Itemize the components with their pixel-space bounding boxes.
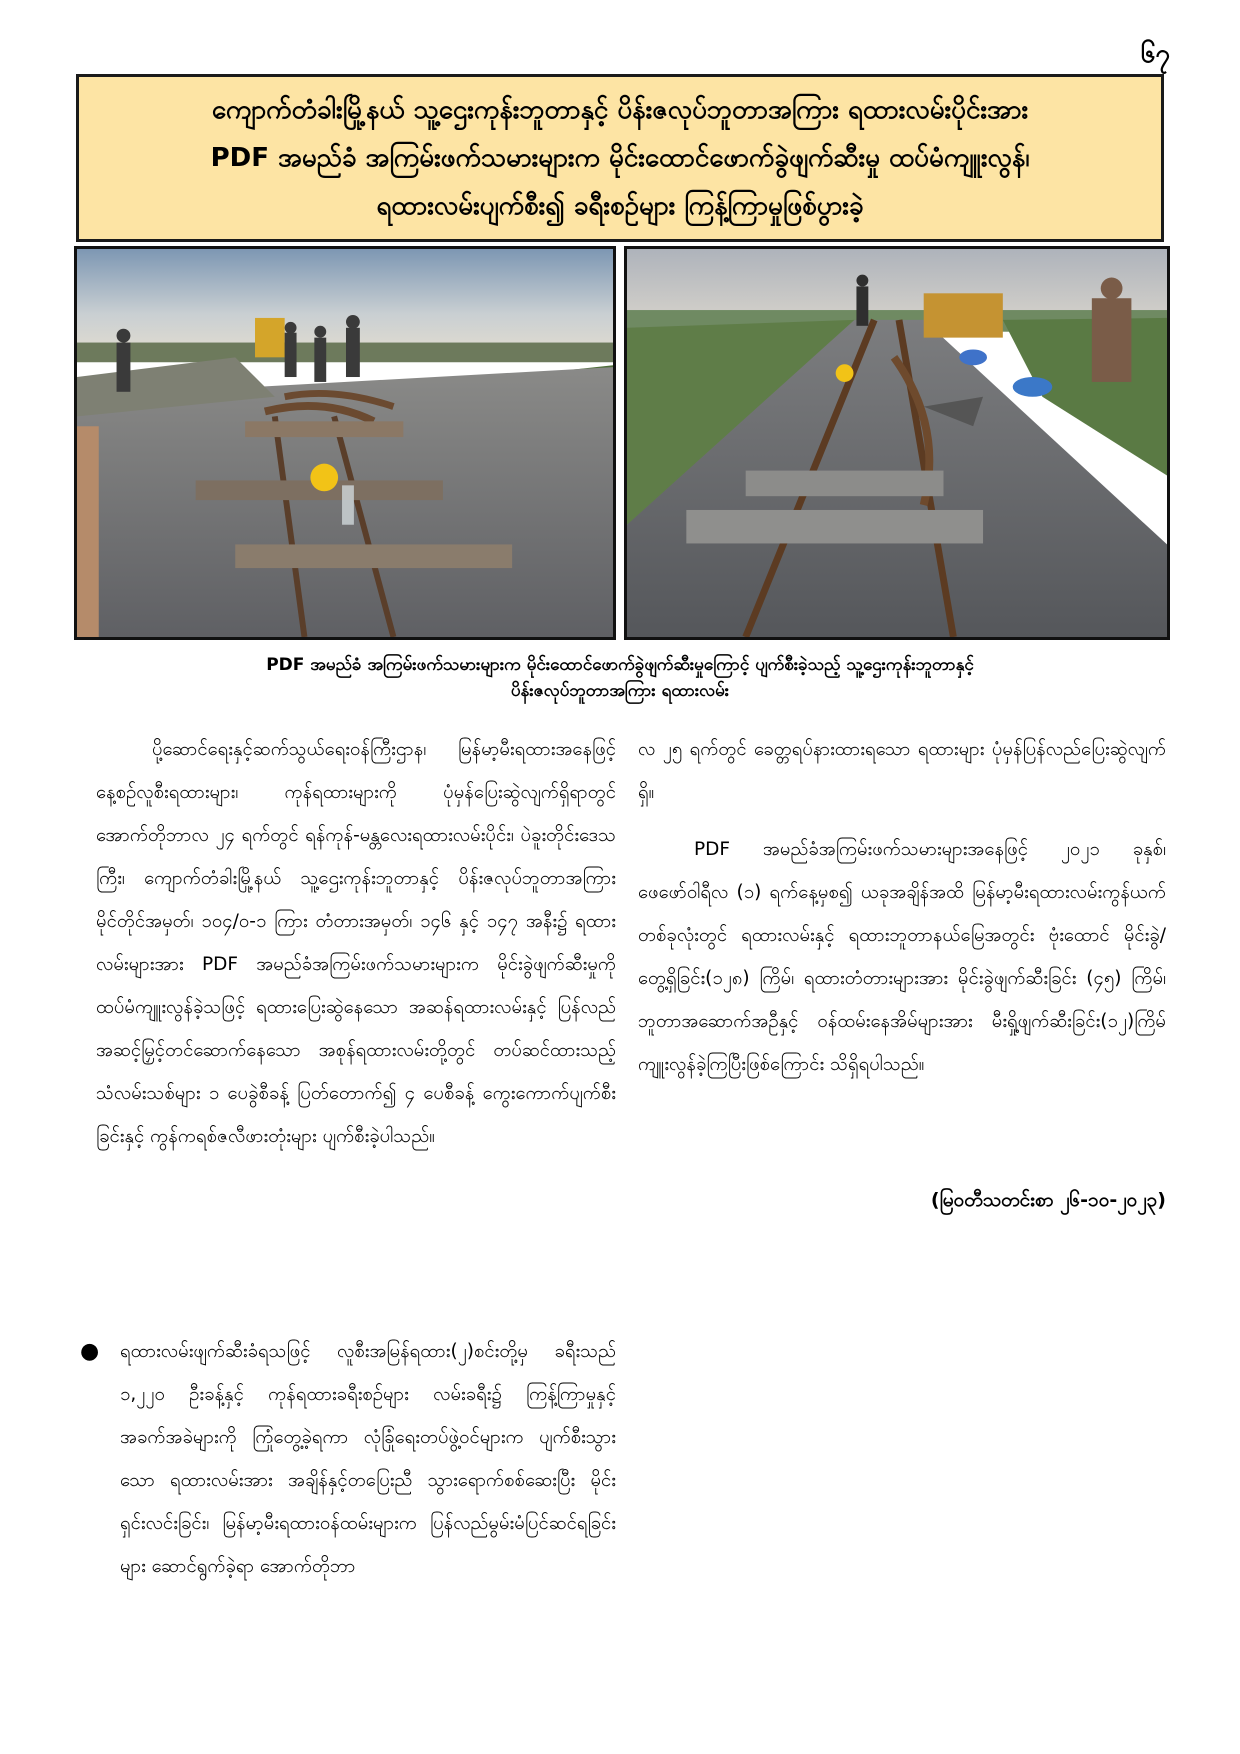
page-number: ၆၇ bbox=[1140, 39, 1170, 69]
railway-photo-left-image bbox=[77, 249, 613, 637]
headline-line-3: ရထားလမ်းပျက်စီး၍ ခရီးစဉ်များ ကြန့်ကြာမှုဖြစ်ပွားခဲ့ bbox=[376, 191, 864, 221]
news-source: (မြဝတီသတင်းစာ ၂၆-၁၀-၂၀၂၃) bbox=[930, 1189, 1166, 1211]
photo-caption bbox=[80, 652, 1160, 704]
right-column bbox=[638, 728, 1166, 1086]
caption-line-1: PDF အမည်ခံ အကြမ်းဖက်သမားများက မိုင်းထောင်ဖောက်ခွဲဖျက်ဆီးမှုကြောင့် ပျက်စီးခဲ့သည့် သူ့ဌေးကုန်းဘူတာနှင့် bbox=[266, 655, 974, 675]
left-column-paragraph: ပို့ဆောင်ရေးနှင့်ဆက်သွယ်ရေးဝန်ကြီးဌာန၊ မြန်မာ့မီးရထားအနေဖြင့် နေ့စဉ်လူစီးရထားများ၊ ကုန်ရထားများကို ပုံမှန်ပြေးဆွဲလျက်ရှိရာတွင် အောက်တိုဘာလ ၂၄ ရက်တွင် ရန်ကုန်-မန္တလေးရထားလမ်းပိုင်း၊ ပဲခူးတိုင်းဒေသကြီး၊ ကျောက်တံခါးမြို့နယ် သူ့ဌေးကုန်းဘူတာနှင့် ပိန်းဇလုပ်ဘူတာအကြား မိုင်တိုင်အမှတ်၊ ၁၀၄/၀-၁ ကြား တံတားအမှတ်၊ ၁၄၆ နှင့် ၁၄၇ အနီး၌ ရထားလမ်းများအား PDF အမည်ခံအကြမ်းဖက်သမားများက မိုင်းခွဲဖျက်ဆီးမှုကို ထပ်မံကျူးလွန်ခဲ့သဖြင့် ရထားပြေးဆွဲနေသော အဆန်ရထားလမ်းနှင့် ပြန်လည်အဆင့်မြှင့်တင်ဆောက်နေသော အစုန်ရထားလမ်းတို့တွင် တပ်ဆင်ထားသည့် သံလမ်းသစ်များ ၁ ပေခွဲစီခန့် ပြတ်တောက်၍ ၄ ပေစီခန့် ကွေးကောက်ပျက်စီးခြင်းနှင့် ကွန်ကရစ်ဇလီဖားတုံးများ ပျက်စီးခဲ့ပါသည်။ bbox=[96, 739, 616, 1147]
bullet-icon: ● bbox=[80, 1339, 100, 1364]
railway-damage-photo-left bbox=[74, 246, 616, 640]
bullet-item bbox=[80, 1330, 616, 1588]
bullet-text: ရထားလမ်းဖျက်ဆီးခံရသဖြင့် လူစီးအမြန်ရထား(၂)စင်းတို့မှ ခရီးသည် ၁,၂၂၀ ဦးခန့်နှင့် ကုန်ရထားခရီးစဉ်များ လမ်းခရီး၌ ကြန့်ကြာမှုနှင့် အခက်အခဲများကို ကြုံတွေ့ခဲ့ရကာ လုံခြုံရေးတပ်ဖွဲ့ဝင်များက ပျက်စီးသွားသော ရထားလမ်းအား အချိန်နှင့်တပြေးညီ သွားရောက်စစ်ဆေးပြီး မိုင်းရှင်းလင်းခြင်း၊ မြန်မာ့မီးရထားဝန်ထမ်းများက ပြန်လည်မွမ်းမံပြင်ဆင်ရခြင်းများ ဆောင်ရွက်ခဲ့ရာ အောက်တိုဘာ bbox=[120, 1341, 616, 1577]
headline-line-1: ကျောက်တံခါးမြို့နယ် သူ့ဌေးကုန်းဘူတာနှင့် ပိန်းဇလုပ်ဘူတာအကြား ရထားလမ်းပိုင်းအား bbox=[211, 95, 1029, 125]
caption-line-2: ပိန်းဇလုပ်ဘူတာအကြား ရထားလမ်း bbox=[510, 681, 730, 701]
railway-photo-right-image bbox=[627, 249, 1167, 637]
railway-damage-photo-right bbox=[624, 246, 1170, 640]
left-column bbox=[96, 728, 616, 1158]
headline-line-2: PDF အမည်ခံ အကြမ်းဖက်သမားများက မိုင်းထောင်ဖောက်ခွဲဖျက်ဆီးမှု ထပ်မံကျူးလွန်၊ bbox=[210, 143, 1030, 173]
headline-box bbox=[76, 74, 1164, 242]
right-column-paragraph-1: လ ၂၅ ရက်တွင် ခေတ္တရပ်နားထားရသော ရထားများ ပုံမှန်ပြန်လည်ပြေးဆွဲလျက်ရှိ။ bbox=[638, 739, 1166, 803]
right-column-paragraph-2: PDF အမည်ခံအကြမ်းဖက်သမားများအနေဖြင့် ၂၀၂၁ ခုနှစ်၊ ဖေဖော်ဝါရီလ (၁) ရက်နေ့မှစ၍ ယခုအချိန်အထိ မြန်မာ့မီးရထားလမ်းကွန်ယက်တစ်ခုလုံးတွင် ရထားလမ်းနှင့် ရထားဘူတာနယ်မြေအတွင်း ဗုံးထောင် မိုင်းခွဲ/ တွေ့ရှိခြင်း(၁၂၈) ကြိမ်၊ ရထားတံတားများအား မိုင်းခွဲဖျက်ဆီးခြင်း (၄၅) ကြိမ်၊ ဘူတာအဆောက်အဦနှင့် ဝန်ထမ်းနေအိမ်များအား မီးရှို့ဖျက်ဆီးခြင်း(၁၂)ကြိမ် ကျူးလွန်ခဲ့ကြပြီးဖြစ်ကြောင်း သိရှိရပါသည်။ bbox=[638, 839, 1166, 1075]
